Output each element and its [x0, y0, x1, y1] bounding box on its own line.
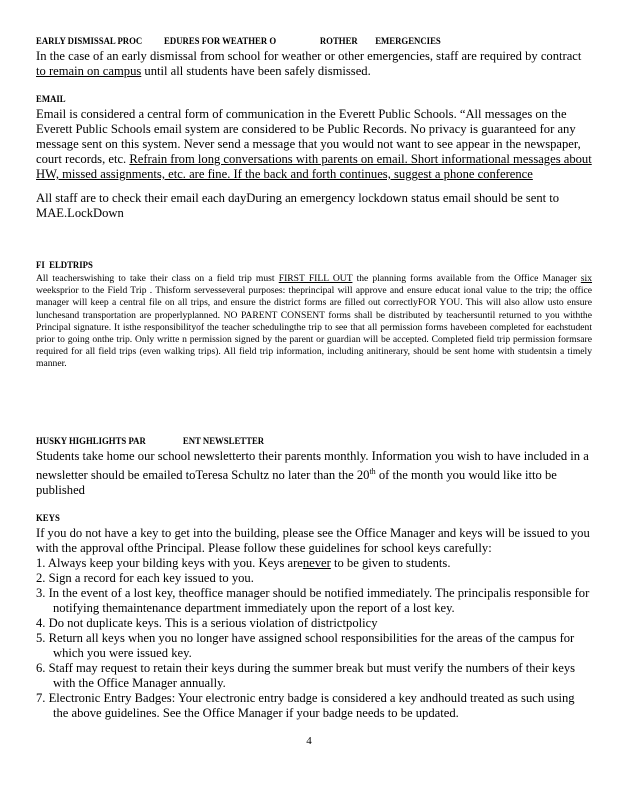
- keys-item-4: 4. Do not duplicate keys. This is a serious violation of districtpolicy: [36, 616, 378, 630]
- email-guidance-underline: Refrain from long conversations with parents on email. Short informational messages about HW, missed assignments, etc. are fine. If the back and forth continues, suggest a phone conference: [36, 152, 592, 181]
- keys-item-2: 2. Sign a record for each key issued to you.: [36, 571, 254, 585]
- keys-item-7: 7. Electronic Entry Badges: Your electronic entry badge is considered a key andhould treated as such using the above guidelines. See the Office Manager if your badge needs to be updated.: [36, 691, 575, 720]
- six-underline: six: [580, 273, 592, 284]
- field-trips-heading: FI ELDTRIPS: [36, 261, 93, 271]
- early-dismissal-section: [36, 36, 592, 79]
- keys-heading: KEYS: [36, 514, 60, 524]
- keys-item-3: 3. In the event of a lost key, theoffice manager should be notified immediately. The principalis responsible for notifying themaintenance department immediately upon the report of a lost key.: [36, 586, 590, 615]
- email-check-text: All staff are to check their email each dayDuring an emergency lockdown status email should be sent to MAE.LockDown: [36, 191, 560, 220]
- early-dismissal-heading: EARLY DISMISSAL PROC EDURES FOR WEATHER O ROTHER EMERGENCIES: [36, 37, 441, 47]
- first-fill-out-underline: FIRST FILL OUT: [278, 273, 353, 284]
- keys-intro: If you do not have a key to get into the building, please see the Office Manager and keys will be issued to you with the approval ofthe Principal. Please follow these guidelines for school keys carefully:: [36, 526, 590, 555]
- email-paragraph: Email is considered a central form of communication in the Everett Public Schools. “All messages on the Everett Public Schools email system are considered to be Public Records. No privacy is guaranteed for any message sent on this system. Never send a message that you would not want to see appear in the newspaper, court records, etc. Refrain from long conversations with parents on email. Short informational messages about HW, missed assignments, etc. are fine. If the back and forth continues, suggest a phone conference: [36, 107, 592, 181]
- email-heading: EMAIL: [36, 95, 66, 105]
- keys-section: [36, 513, 592, 721]
- early-dismissal-text: In the case of an early dismissal from school for weather or other emergencies, staff are required by contract to remain on campus until all students have been safely dismissed.: [36, 49, 582, 78]
- field-trips-text: All teacherswishing to take their class on a field trip must FIRST FILL OUT the planning forms available from the Office Manager six weeksprior to the Field Trip . Thisform servesseveral purposes: theprincipal will approve and ensure educat ional value to the trip; the office manager will keep a central file on all trips, and ensure the district forms are filled out correctlyFOR YOU. This will also allow usto ensure lunchesand transportation are properlyplanned. NO PARENT CONSENT forms shall be distributed by teachersuntil returned to you withthe Principal signature. It isthe responsibilityof the teacher schedulingthe trip to see that all permission forms havebeen completed for eachstudent prior to going onthe trip. Only writte n permission signed by the parent or guardian will be accepted. Completed field trip permission formsare required for all field trips (even walking trips). All field trip information, including anitinerary, should be sent home with studentsin a timely manner.: [36, 273, 592, 370]
- field-trips-section: [36, 260, 592, 371]
- keys-item-1: 1. Always keep your bilding keys with you. Keys arenever to be given to students.: [36, 556, 451, 570]
- husky-highlights-section: [36, 436, 592, 498]
- keys-item-5: 5. Return all keys when you no longer have assigned school responsibilities for the areas of the campus for which you were issued key.: [36, 631, 575, 660]
- page-number: 4: [306, 735, 312, 747]
- email-section: [36, 94, 592, 221]
- husky-highlights-heading: HUSKY HIGHLIGHTS PAR ENT NEWSLETTER: [36, 437, 265, 447]
- keys-item-6: 6. Staff may request to retain their keys during the summer break but must verify the numbers of their keys with the Office Manager annually.: [36, 661, 576, 690]
- remain-on-campus-underline: to remain on campus: [36, 64, 142, 78]
- husky-highlights-text: Students take home our school newsletterto their parents monthly. Information you wish to have included in a newsletter should be emailed toTeresa Schultz no later than the 20th of the month you would like itto be published: [36, 449, 589, 498]
